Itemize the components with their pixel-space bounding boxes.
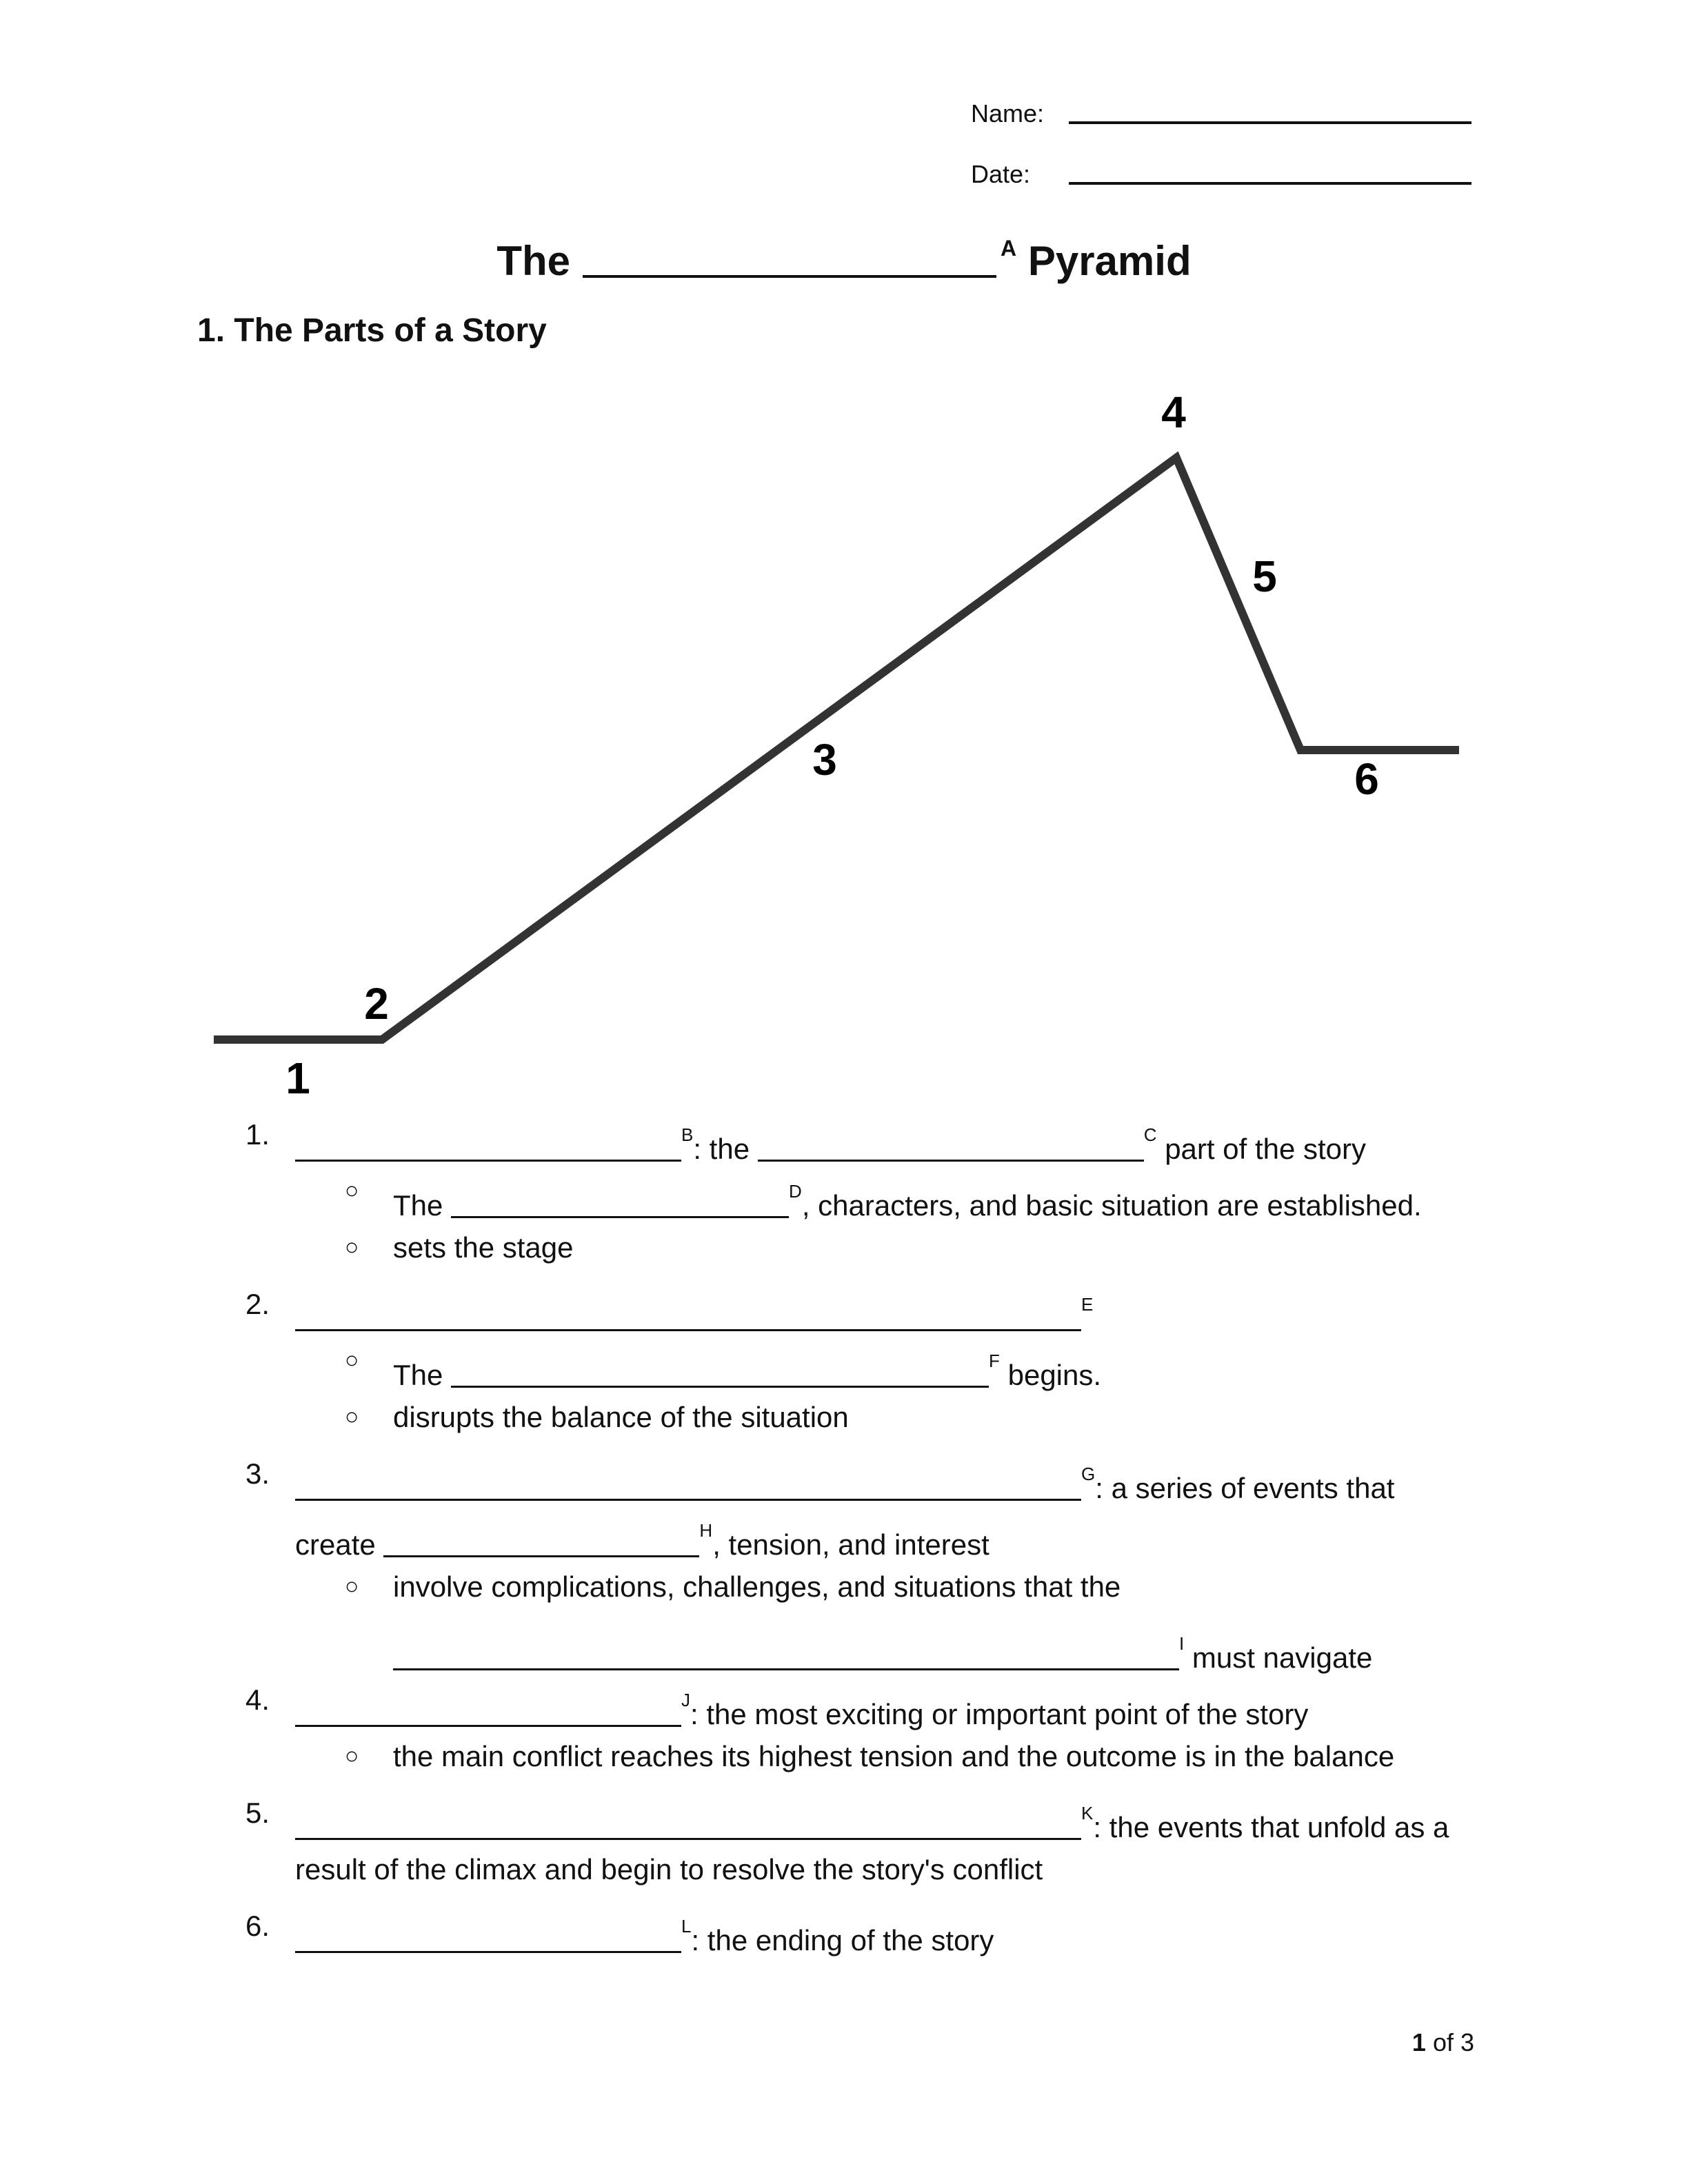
blank-c[interactable] [758, 1160, 1144, 1162]
marker-f: F [989, 1351, 1000, 1371]
item-3-cont-prefix: create [295, 1528, 376, 1561]
blank-b[interactable] [295, 1160, 681, 1162]
list-item-4 [245, 1681, 270, 1719]
item-1-text-a: : the [693, 1133, 750, 1165]
blank-f[interactable] [451, 1386, 989, 1388]
diagram-label-2: 2 [364, 979, 389, 1029]
marker-l: L [681, 1916, 692, 1937]
bullet-icon: ○ [345, 1404, 359, 1430]
item-1-bullet-1 [393, 1172, 1422, 1225]
diagram-label-6: 6 [1354, 754, 1379, 804]
item-2-bullet-1 [393, 1342, 1101, 1395]
item-1-line [295, 1115, 1366, 1169]
marker-c: C [1143, 1124, 1157, 1145]
item-3-text: : a series of events that [1095, 1472, 1395, 1504]
list-item-5 [245, 1794, 270, 1832]
item-number: 2. [245, 1288, 270, 1320]
list-item-6 [245, 1907, 270, 1945]
list-item-3 [245, 1455, 270, 1493]
page-total: of 3 [1432, 2028, 1474, 2056]
blank-j[interactable] [295, 1725, 681, 1727]
title-suffix: Pyramid [1027, 238, 1192, 284]
item-5-line [295, 1794, 1449, 1847]
marker-e: E [1081, 1294, 1094, 1315]
item-4-line [295, 1681, 1308, 1734]
title-marker: A [1001, 236, 1017, 261]
item-number: 4. [245, 1684, 270, 1716]
blank-h[interactable] [383, 1555, 699, 1557]
bullet-text: The [393, 1359, 443, 1391]
bullet-text: begins. [1007, 1359, 1102, 1391]
blank-e[interactable] [295, 1329, 1081, 1331]
item-1-text-b: part of the story [1165, 1133, 1367, 1165]
blank-g[interactable] [295, 1499, 1081, 1501]
blank-k[interactable] [295, 1838, 1081, 1840]
marker-g: G [1081, 1464, 1096, 1484]
marker-b: B [681, 1124, 694, 1145]
item-3-bullet-1-cont [393, 1624, 1372, 1677]
bullet-icon: ○ [345, 1347, 359, 1373]
item-3-line [295, 1455, 1394, 1508]
diagram-label-1: 1 [285, 1053, 310, 1103]
bullet-icon: ○ [345, 1573, 359, 1599]
item-2-line [295, 1285, 1093, 1338]
blank-l[interactable] [295, 1951, 681, 1953]
blank-i[interactable] [393, 1668, 1179, 1670]
list-item-2 [245, 1285, 270, 1324]
bullet-icon: ○ [345, 1177, 359, 1204]
name-label: Name: [971, 99, 1045, 128]
bullet-text: , characters, and basic situation are established. [801, 1189, 1422, 1222]
page-number [1412, 2028, 1474, 2057]
item-6-text: : the ending of the story [691, 1924, 994, 1957]
page-current: 1 [1411, 2028, 1426, 2056]
marker-j: J [681, 1690, 690, 1710]
diagram-label-4: 4 [1161, 387, 1186, 437]
item-4-text: : the most exciting or important point of the story [690, 1698, 1309, 1730]
marker-i: I [1179, 1633, 1185, 1654]
item-6-line [295, 1907, 994, 1960]
item-2-bullet-2: disrupts the balance of the situation [393, 1401, 849, 1433]
bullet-text: The [393, 1189, 443, 1222]
blank-d[interactable] [451, 1216, 789, 1218]
section-heading: 1. The Parts of a Story [197, 312, 547, 349]
item-3-cont-suffix: , tension, and interest [712, 1528, 989, 1561]
marker-h: H [699, 1520, 713, 1541]
list-item-1 [245, 1115, 270, 1154]
marker-d: D [789, 1181, 802, 1202]
item-3-bullet-1: involve complications, challenges, and situations that the [393, 1570, 1121, 1603]
item-number: 6. [245, 1910, 270, 1942]
title-prefix: The [496, 238, 571, 284]
date-label: Date: [971, 160, 1031, 188]
marker-k: K [1081, 1803, 1094, 1823]
item-number: 5. [245, 1797, 270, 1829]
item-5-text: : the events that unfold as a [1093, 1811, 1449, 1843]
diagram-label-5: 5 [1252, 552, 1277, 601]
item-3-cont [295, 1511, 989, 1564]
bullet-icon: ○ [345, 1234, 359, 1260]
item-number: 1. [245, 1118, 270, 1151]
item-4-bullet-1: the main conflict reaches its highest tension and the outcome is in the balance [393, 1740, 1395, 1772]
item-5-cont: result of the climax and begin to resolve the story's conflict [295, 1853, 1043, 1885]
item-1-bullet-2: sets the stage [393, 1231, 574, 1264]
item-number: 3. [245, 1457, 270, 1490]
bullet-icon: ○ [345, 1743, 359, 1769]
bullet-text: must navigate [1192, 1641, 1373, 1674]
diagram-label-3: 3 [812, 735, 837, 785]
